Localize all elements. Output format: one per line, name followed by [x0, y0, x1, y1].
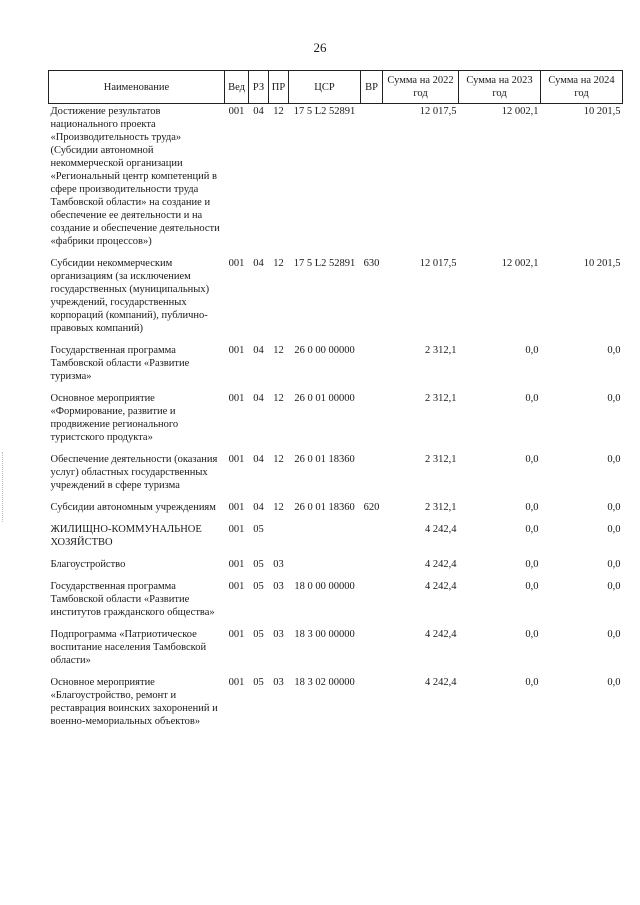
cell-csr: 17 5 L2 52891 [293, 258, 356, 269]
cell-vr [361, 343, 383, 391]
cell-sum-2023: 0,0 [525, 345, 539, 356]
cell-sum-2023: 0,0 [525, 677, 539, 688]
cell-sum-2022: 2 312,1 [425, 454, 457, 465]
cell-rz: 05 [253, 524, 264, 535]
cell-sum-2022: 12 017,5 [419, 258, 457, 269]
cell-vr [361, 391, 383, 452]
cell-ved: 001 [228, 345, 245, 356]
table-body [49, 104, 623, 737]
cell-sum-2022: 2 312,1 [425, 393, 457, 404]
cell-pr: 12 [273, 393, 284, 404]
header-sum-2022: Сумма на 2022 год [383, 71, 459, 104]
cell-pr: 12 [273, 106, 284, 117]
cell-rz: 05 [253, 677, 264, 688]
cell-ved: 001 [228, 106, 245, 117]
table-row [49, 675, 623, 736]
cell-sum-2023: 0,0 [525, 454, 539, 465]
cell-csr [289, 522, 361, 557]
cell-vr [361, 104, 383, 257]
cell-name: Субсидии некоммерческим организациям (за исключением государственных (муниципальных) учреждений, государственных корпораций (компаний), публично-правовых компаний) [50, 258, 210, 334]
cell-vr [361, 579, 383, 627]
table-row [49, 522, 623, 557]
cell-vr: 630 [363, 258, 380, 269]
cell-sum-2024: 0,0 [607, 629, 621, 640]
cell-vr [361, 522, 383, 557]
table-header [49, 71, 623, 104]
cell-ved: 001 [228, 677, 245, 688]
cell-csr: 26 0 01 18360 [294, 502, 355, 513]
cell-name: Основное мероприятие «Формирование, развитие и продвижение регионального туристского продукта» [50, 393, 179, 443]
header-vr: ВР [361, 71, 383, 104]
cell-sum-2024: 0,0 [607, 559, 621, 570]
cell-ved: 001 [228, 559, 245, 570]
cell-sum-2024: 0,0 [607, 581, 621, 592]
cell-sum-2022: 4 242,4 [425, 524, 457, 535]
cell-sum-2024: 0,0 [607, 393, 621, 404]
cell-vr: 620 [363, 502, 380, 513]
cell-ved: 001 [228, 629, 245, 640]
header-sum-2024: Сумма на 2024 год [541, 71, 623, 104]
cell-rz: 04 [253, 454, 264, 465]
cell-ved: 001 [228, 454, 245, 465]
cell-sum-2023: 12 002,1 [501, 258, 539, 269]
cell-rz: 04 [253, 106, 264, 117]
cell-ved: 001 [228, 581, 245, 592]
cell-name: Обеспечение деятельности (оказания услуг) областных государственных учреждений в сфере туризма [50, 454, 218, 491]
cell-csr: 26 0 01 18360 [294, 454, 355, 465]
table-row [49, 579, 623, 627]
header-name: Наименование [49, 71, 225, 104]
cell-pr: 12 [273, 258, 284, 269]
cell-vr [361, 627, 383, 675]
cell-sum-2022: 4 242,4 [425, 629, 457, 640]
cell-name: Государственная программа Тамбовской области «Развитие институтов гражданского общества» [50, 581, 215, 618]
cell-csr: 18 3 02 00000 [294, 677, 355, 688]
header-pr: ПР [269, 71, 289, 104]
cell-rz: 04 [253, 258, 264, 269]
table-row [49, 452, 623, 500]
cell-rz: 04 [253, 393, 264, 404]
cell-csr [289, 557, 361, 579]
cell-sum-2022: 4 242,4 [425, 677, 457, 688]
cell-ved: 001 [228, 258, 245, 269]
cell-sum-2023: 0,0 [525, 502, 539, 513]
cell-sum-2024: 0,0 [607, 345, 621, 356]
cell-sum-2024: 0,0 [607, 524, 621, 535]
cell-rz: 04 [253, 502, 264, 513]
cell-pr: 03 [273, 677, 284, 688]
cell-sum-2023: 0,0 [525, 629, 539, 640]
cell-name: Подпрограмма «Патриотическое воспитание населения Тамбовской области» [50, 629, 207, 666]
budget-table [48, 70, 623, 736]
cell-csr: 17 5 L2 52891 [293, 106, 356, 117]
cell-name: Государственная программа Тамбовской области «Развитие туризма» [50, 345, 190, 382]
cell-pr: 03 [273, 581, 284, 592]
table-row [49, 627, 623, 675]
cell-name: Достижение результатов национального проекта «Производительность труда» (Субсидии автономной некоммерческой организации «Региональный центр компетенций в сфере производительности труда Тамбовской области» на создание и обеспечение ее деятельности и на создание и обеспечение деятельности «фабрики процессов») [50, 106, 220, 247]
cell-sum-2024: 10 201,5 [583, 258, 621, 269]
cell-pr: 03 [273, 559, 284, 570]
cell-ved: 001 [228, 393, 245, 404]
cell-pr [269, 522, 289, 557]
cell-sum-2022: 4 242,4 [425, 581, 457, 592]
header-rz: РЗ [249, 71, 269, 104]
cell-sum-2023: 0,0 [525, 581, 539, 592]
table-row [49, 500, 623, 522]
cell-sum-2023: 0,0 [525, 393, 539, 404]
cell-rz: 04 [253, 345, 264, 356]
cell-name: Благоустройство [50, 559, 126, 570]
scan-edge-mark [2, 452, 5, 522]
cell-csr: 26 0 00 00000 [294, 345, 355, 356]
cell-sum-2023: 12 002,1 [501, 106, 539, 117]
cell-sum-2024: 0,0 [607, 502, 621, 513]
cell-csr: 18 3 00 00000 [294, 629, 355, 640]
cell-sum-2022: 12 017,5 [419, 106, 457, 117]
cell-rz: 05 [253, 629, 264, 640]
table-row [49, 256, 623, 343]
cell-csr: 26 0 01 00000 [294, 393, 355, 404]
cell-vr [361, 452, 383, 500]
table-row [49, 391, 623, 452]
cell-sum-2023: 0,0 [525, 524, 539, 535]
cell-pr: 12 [273, 502, 284, 513]
cell-name: Субсидии автономным учреждениям [50, 502, 216, 513]
table-row [49, 343, 623, 391]
header-ved: Вед [225, 71, 249, 104]
table-row [49, 104, 623, 257]
cell-sum-2024: 0,0 [607, 677, 621, 688]
cell-name: Основное мероприятие «Благоустройство, ремонт и реставрация воинских захоронений и военно-мемориальных объектов» [50, 677, 218, 727]
cell-vr [361, 557, 383, 579]
cell-sum-2024: 10 201,5 [583, 106, 621, 117]
cell-ved: 001 [228, 524, 245, 535]
cell-name: ЖИЛИЩНО-КОММУНАЛЬНОЕ ХОЗЯЙСТВО [50, 524, 202, 548]
cell-sum-2022: 2 312,1 [425, 502, 457, 513]
cell-csr: 18 0 00 00000 [294, 581, 355, 592]
cell-sum-2024: 0,0 [607, 454, 621, 465]
cell-sum-2023: 0,0 [525, 559, 539, 570]
header-csr: ЦСР [289, 71, 361, 104]
cell-pr: 12 [273, 454, 284, 465]
cell-pr: 12 [273, 345, 284, 356]
table-row [49, 557, 623, 579]
cell-sum-2022: 2 312,1 [425, 345, 457, 356]
cell-vr [361, 675, 383, 736]
cell-sum-2022: 4 242,4 [425, 559, 457, 570]
header-sum-2023: Сумма на 2023 год [459, 71, 541, 104]
cell-rz: 05 [253, 559, 264, 570]
cell-rz: 05 [253, 581, 264, 592]
cell-ved: 001 [228, 502, 245, 513]
cell-pr: 03 [273, 629, 284, 640]
page-number: 26 [313, 40, 327, 55]
